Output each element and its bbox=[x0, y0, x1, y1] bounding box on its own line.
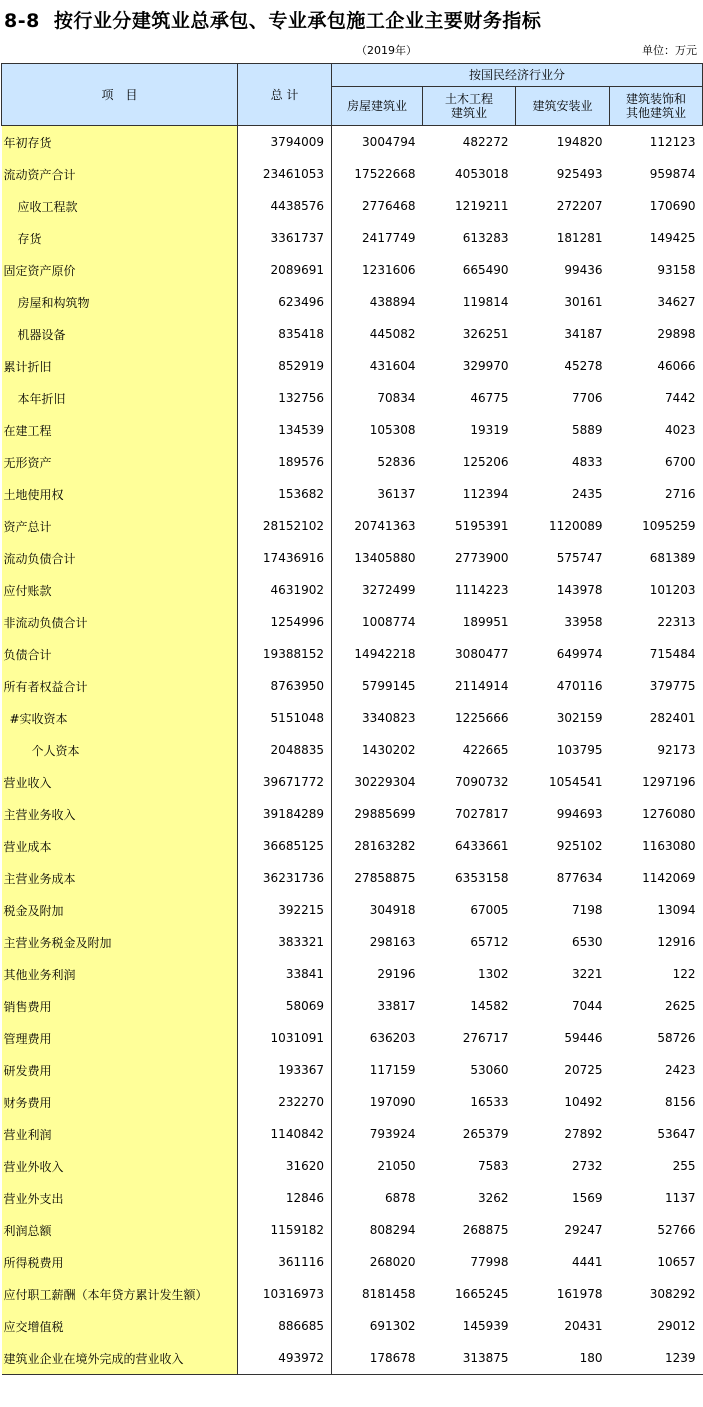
value-cell: 20725 bbox=[564, 1063, 603, 1077]
total-cell: 623496 bbox=[238, 286, 332, 318]
table-row bbox=[2, 1342, 703, 1375]
row-label: 研发费用 bbox=[2, 1054, 238, 1086]
table-row bbox=[2, 382, 703, 414]
value-cell: 12916 bbox=[657, 935, 696, 949]
total-cell: 1159182 bbox=[238, 1214, 332, 1246]
table-row bbox=[2, 190, 703, 222]
table-row bbox=[2, 1214, 703, 1246]
value-cell: 326251 bbox=[462, 327, 509, 341]
value-cell: 3340823 bbox=[362, 711, 416, 725]
total-cell: 23461053 bbox=[238, 158, 332, 190]
value-cell: 46066 bbox=[657, 359, 696, 373]
value-cell: 145939 bbox=[462, 1319, 509, 1333]
value-cell: 45278 bbox=[564, 359, 603, 373]
value-cell: 1219211 bbox=[455, 199, 509, 213]
value-cell: 4833 bbox=[571, 455, 603, 469]
value-cell: 103795 bbox=[556, 743, 603, 757]
value-cell: 1008774 bbox=[362, 615, 416, 629]
value-cell: 14582 bbox=[470, 999, 509, 1013]
value-cell: 77998 bbox=[470, 1255, 509, 1269]
value-cell: 99436 bbox=[564, 263, 603, 277]
total-cell: 852919 bbox=[238, 350, 332, 382]
value-cell: 3221 bbox=[571, 967, 603, 981]
value-cell: 3080477 bbox=[455, 647, 509, 661]
value-cell: 194820 bbox=[516, 126, 610, 159]
total-cell: 392215 bbox=[238, 894, 332, 926]
table-row bbox=[2, 798, 703, 830]
table-title: 按行业分建筑业总承包、专业承包施工企业主要财务指标 bbox=[53, 10, 542, 32]
value-cell: 7044 bbox=[571, 999, 603, 1013]
table-row bbox=[2, 254, 703, 286]
row-label: 其他业务利润 bbox=[2, 958, 238, 990]
value-cell: 265379 bbox=[462, 1127, 509, 1141]
row-label: 年初存货 bbox=[2, 126, 238, 159]
year-label: （2019年） bbox=[356, 44, 417, 57]
value-cell: 681389 bbox=[649, 551, 696, 565]
table-row bbox=[2, 1054, 703, 1086]
value-cell: 276717 bbox=[462, 1031, 509, 1045]
header-civil: 土木工程 建筑业 bbox=[423, 87, 516, 126]
value-cell: 1114223 bbox=[455, 583, 509, 597]
value-cell: 304918 bbox=[369, 903, 416, 917]
header-installation: 建筑安装业 bbox=[516, 87, 610, 126]
value-cell: 298163 bbox=[369, 935, 416, 949]
total-cell: 5151048 bbox=[238, 702, 332, 734]
table-row bbox=[2, 1086, 703, 1118]
table-row bbox=[2, 1150, 703, 1182]
value-cell: 5799145 bbox=[362, 679, 416, 693]
value-cell: 29885699 bbox=[354, 807, 416, 821]
value-cell: 1225666 bbox=[455, 711, 509, 725]
value-cell: 379775 bbox=[649, 679, 696, 693]
table-number: 8-8 bbox=[4, 10, 40, 32]
value-cell: 34187 bbox=[564, 327, 603, 341]
value-cell: 14942218 bbox=[354, 647, 416, 661]
row-label: 应付职工薪酬（本年贷方累计发生额） bbox=[2, 1278, 238, 1310]
row-label: 固定资产原价 bbox=[2, 254, 238, 286]
table-row bbox=[2, 606, 703, 638]
row-label: 土地使用权 bbox=[2, 478, 238, 510]
page-title bbox=[4, 6, 541, 33]
value-cell: 308292 bbox=[649, 1287, 696, 1301]
total-cell: 10316973 bbox=[238, 1278, 332, 1310]
table-row bbox=[2, 286, 703, 318]
table-row bbox=[2, 478, 703, 510]
value-cell: 29012 bbox=[657, 1319, 696, 1333]
total-cell: 189576 bbox=[238, 446, 332, 478]
item-header: 项 目 bbox=[2, 64, 238, 126]
total-cell: 132756 bbox=[238, 382, 332, 414]
row-label: 营业外收入 bbox=[2, 1150, 238, 1182]
value-cell: 7027817 bbox=[455, 807, 509, 821]
row-label: 无形资产 bbox=[2, 446, 238, 478]
value-cell: 1276080 bbox=[642, 807, 696, 821]
table-row bbox=[2, 318, 703, 350]
value-cell: 8181458 bbox=[362, 1287, 416, 1301]
value-cell: 268020 bbox=[369, 1255, 416, 1269]
row-label: 非流动负债合计 bbox=[2, 606, 238, 638]
value-cell: 1231606 bbox=[362, 263, 416, 277]
value-cell: 4023 bbox=[664, 423, 696, 437]
value-cell: 93158 bbox=[657, 263, 696, 277]
total-cell: 4631902 bbox=[238, 574, 332, 606]
value-cell: 994693 bbox=[556, 807, 603, 821]
value-cell: 101203 bbox=[649, 583, 696, 597]
value-cell: 29196 bbox=[377, 967, 416, 981]
row-label: 所得税费用 bbox=[2, 1246, 238, 1278]
value-cell: 2716 bbox=[664, 487, 696, 501]
industry-group-header: 按国民经济行业分 bbox=[332, 64, 703, 87]
total-cell: 886685 bbox=[238, 1310, 332, 1342]
total-cell: 1254996 bbox=[238, 606, 332, 638]
row-label: 应付账款 bbox=[2, 574, 238, 606]
row-label: 主营业务税金及附加 bbox=[2, 926, 238, 958]
table-row bbox=[2, 574, 703, 606]
value-cell: 877634 bbox=[556, 871, 603, 885]
row-label: 本年折旧 bbox=[2, 382, 238, 414]
row-label: 营业外支出 bbox=[2, 1182, 238, 1214]
value-cell: 29247 bbox=[564, 1223, 603, 1237]
value-cell: 925493 bbox=[556, 167, 603, 181]
total-cell: 232270 bbox=[238, 1086, 332, 1118]
value-cell: 649974 bbox=[556, 647, 603, 661]
value-cell: 112394 bbox=[462, 487, 509, 501]
value-cell: 19319 bbox=[470, 423, 509, 437]
row-label: 销售费用 bbox=[2, 990, 238, 1022]
table-row bbox=[2, 990, 703, 1022]
value-cell: 665490 bbox=[462, 263, 509, 277]
total-cell: 193367 bbox=[238, 1054, 332, 1086]
value-cell: 636203 bbox=[369, 1031, 416, 1045]
row-label: 管理费用 bbox=[2, 1022, 238, 1054]
row-label: 个人资本 bbox=[2, 734, 238, 766]
financial-table bbox=[1, 63, 703, 1375]
value-cell: 27858875 bbox=[354, 871, 416, 885]
value-cell: 30229304 bbox=[354, 775, 416, 789]
value-cell: 691302 bbox=[369, 1319, 416, 1333]
total-cell: 8763950 bbox=[238, 670, 332, 702]
value-cell: 180 bbox=[516, 1342, 610, 1375]
value-cell: 2435 bbox=[571, 487, 603, 501]
value-cell: 925102 bbox=[556, 839, 603, 853]
table-row bbox=[2, 222, 703, 254]
value-cell: 282401 bbox=[649, 711, 696, 725]
value-cell: 2732 bbox=[571, 1159, 603, 1173]
value-cell: 161978 bbox=[556, 1287, 603, 1301]
value-cell: 470116 bbox=[556, 679, 603, 693]
table-row bbox=[2, 542, 703, 574]
table-row bbox=[2, 702, 703, 734]
value-cell: 1239 bbox=[610, 1342, 703, 1375]
value-cell: 112123 bbox=[610, 126, 703, 159]
total-cell: 19388152 bbox=[238, 638, 332, 670]
total-cell: 835418 bbox=[238, 318, 332, 350]
total-cell: 31620 bbox=[238, 1150, 332, 1182]
value-cell: 92173 bbox=[657, 743, 696, 757]
table-row bbox=[2, 1118, 703, 1150]
value-cell: 13094 bbox=[657, 903, 696, 917]
value-cell: 181281 bbox=[556, 231, 603, 245]
total-cell: 2048835 bbox=[238, 734, 332, 766]
total-cell: 134539 bbox=[238, 414, 332, 446]
table-row bbox=[2, 926, 703, 958]
total-cell: 2089691 bbox=[238, 254, 332, 286]
value-cell: 149425 bbox=[649, 231, 696, 245]
table-row bbox=[2, 1182, 703, 1214]
value-cell: 7583 bbox=[477, 1159, 509, 1173]
value-cell: 28163282 bbox=[354, 839, 416, 853]
row-label: 主营业务成本 bbox=[2, 862, 238, 894]
value-cell: 117159 bbox=[369, 1063, 416, 1077]
value-cell: 67005 bbox=[470, 903, 509, 917]
value-cell: 575747 bbox=[556, 551, 603, 565]
row-label: 累计折旧 bbox=[2, 350, 238, 382]
value-cell: 255 bbox=[672, 1159, 696, 1173]
total-cell: 383321 bbox=[238, 926, 332, 958]
value-cell: 6433661 bbox=[455, 839, 509, 853]
table-row bbox=[2, 894, 703, 926]
value-cell: 122 bbox=[672, 967, 696, 981]
row-label: 资产总计 bbox=[2, 510, 238, 542]
total-cell: 33841 bbox=[238, 958, 332, 990]
value-cell: 105308 bbox=[369, 423, 416, 437]
value-cell: 21050 bbox=[377, 1159, 416, 1173]
value-cell: 6353158 bbox=[455, 871, 509, 885]
value-cell: 65712 bbox=[470, 935, 509, 949]
value-cell: 7198 bbox=[571, 903, 603, 917]
total-header: 总 计 bbox=[238, 64, 332, 126]
row-label: 税金及附加 bbox=[2, 894, 238, 926]
value-cell: 3262 bbox=[477, 1191, 509, 1205]
value-cell: 53647 bbox=[657, 1127, 696, 1141]
value-cell: 1095259 bbox=[642, 519, 696, 533]
table-row bbox=[2, 414, 703, 446]
value-cell: 5889 bbox=[571, 423, 603, 437]
row-label: 在建工程 bbox=[2, 414, 238, 446]
value-cell: 1297196 bbox=[642, 775, 696, 789]
table-row bbox=[2, 446, 703, 478]
value-cell: 58726 bbox=[657, 1031, 696, 1045]
value-cell: 1142069 bbox=[642, 871, 696, 885]
value-cell: 613283 bbox=[462, 231, 509, 245]
value-cell: 2625 bbox=[664, 999, 696, 1013]
total-cell: 12846 bbox=[238, 1182, 332, 1214]
value-cell: 46775 bbox=[470, 391, 509, 405]
table-row bbox=[2, 766, 703, 798]
value-cell: 1430202 bbox=[362, 743, 416, 757]
row-label: 利润总额 bbox=[2, 1214, 238, 1246]
value-cell: 170690 bbox=[649, 199, 696, 213]
table-row bbox=[2, 830, 703, 862]
value-cell: 715484 bbox=[649, 647, 696, 661]
value-cell: 27892 bbox=[564, 1127, 603, 1141]
value-cell: 36137 bbox=[377, 487, 416, 501]
row-label: 主营业务收入 bbox=[2, 798, 238, 830]
value-cell: 3004794 bbox=[332, 126, 423, 159]
value-cell: 143978 bbox=[556, 583, 603, 597]
total-cell: 36231736 bbox=[238, 862, 332, 894]
table-row bbox=[2, 510, 703, 542]
value-cell: 16533 bbox=[470, 1095, 509, 1109]
value-cell: 793924 bbox=[369, 1127, 416, 1141]
value-cell: 30161 bbox=[564, 295, 603, 309]
value-cell: 20741363 bbox=[354, 519, 416, 533]
value-cell: 52836 bbox=[377, 455, 416, 469]
row-label: 流动负债合计 bbox=[2, 542, 238, 574]
value-cell: 10492 bbox=[564, 1095, 603, 1109]
value-cell: 2417749 bbox=[362, 231, 416, 245]
table-row bbox=[2, 1246, 703, 1278]
value-cell: 302159 bbox=[556, 711, 603, 725]
value-cell: 959874 bbox=[649, 167, 696, 181]
value-cell: 313875 bbox=[423, 1342, 516, 1375]
value-cell: 17522668 bbox=[354, 167, 416, 181]
value-cell: 1054541 bbox=[549, 775, 603, 789]
row-label: 存货 bbox=[2, 222, 238, 254]
value-cell: 1163080 bbox=[642, 839, 696, 853]
value-cell: 2773900 bbox=[455, 551, 509, 565]
total-cell: 361116 bbox=[238, 1246, 332, 1278]
unit-label: 单位：万元 bbox=[642, 44, 697, 57]
value-cell: 53060 bbox=[470, 1063, 509, 1077]
total-cell: 58069 bbox=[238, 990, 332, 1022]
value-cell: 438894 bbox=[369, 295, 416, 309]
total-cell: 36685125 bbox=[238, 830, 332, 862]
table-row bbox=[2, 958, 703, 990]
value-cell: 5195391 bbox=[455, 519, 509, 533]
value-cell: 1302 bbox=[477, 967, 509, 981]
header-decoration: 建筑装饰和 其他建筑业 bbox=[610, 87, 703, 126]
row-label: 所有者权益合计 bbox=[2, 670, 238, 702]
value-cell: 3272499 bbox=[362, 583, 416, 597]
value-cell: 119814 bbox=[462, 295, 509, 309]
value-cell: 7706 bbox=[571, 391, 603, 405]
row-label: 流动资产合计 bbox=[2, 158, 238, 190]
table-row bbox=[2, 734, 703, 766]
row-label: 营业收入 bbox=[2, 766, 238, 798]
value-cell: 13405880 bbox=[354, 551, 416, 565]
total-cell: 4438576 bbox=[238, 190, 332, 222]
value-cell: 268875 bbox=[462, 1223, 509, 1237]
row-label: 建筑业企业在境外完成的营业收入 bbox=[2, 1342, 238, 1375]
value-cell: 52766 bbox=[657, 1223, 696, 1237]
total-cell: 1031091 bbox=[238, 1022, 332, 1054]
total-cell: 493972 bbox=[238, 1342, 332, 1375]
value-cell: 1665245 bbox=[455, 1287, 509, 1301]
row-label: 应收工程款 bbox=[2, 190, 238, 222]
total-cell: 39184289 bbox=[238, 798, 332, 830]
total-cell: 28152102 bbox=[238, 510, 332, 542]
table-row bbox=[2, 638, 703, 670]
value-cell: 6878 bbox=[384, 1191, 416, 1205]
value-cell: 125206 bbox=[462, 455, 509, 469]
table-body bbox=[2, 126, 703, 1375]
value-cell: 189951 bbox=[462, 615, 509, 629]
value-cell: 2114914 bbox=[455, 679, 509, 693]
total-cell: 3794009 bbox=[238, 126, 332, 159]
header-housing: 房屋建筑业 bbox=[332, 87, 423, 126]
row-label: 营业利润 bbox=[2, 1118, 238, 1150]
value-cell: 7442 bbox=[664, 391, 696, 405]
row-label: 应交增值税 bbox=[2, 1310, 238, 1342]
value-cell: 59446 bbox=[564, 1031, 603, 1045]
value-cell: 2423 bbox=[664, 1063, 696, 1077]
value-cell: 178678 bbox=[332, 1342, 423, 1375]
table-row bbox=[2, 1022, 703, 1054]
value-cell: 10657 bbox=[657, 1255, 696, 1269]
value-cell: 70834 bbox=[377, 391, 416, 405]
row-label: 营业成本 bbox=[2, 830, 238, 862]
total-cell: 17436916 bbox=[238, 542, 332, 574]
table-row bbox=[2, 862, 703, 894]
value-cell: 33958 bbox=[564, 615, 603, 629]
value-cell: 8156 bbox=[664, 1095, 696, 1109]
value-cell: 33817 bbox=[377, 999, 416, 1013]
value-cell: 1569 bbox=[571, 1191, 603, 1205]
value-cell: 22313 bbox=[657, 615, 696, 629]
table-row bbox=[2, 126, 703, 159]
row-label: 房屋和构筑物 bbox=[2, 286, 238, 318]
value-cell: 29898 bbox=[657, 327, 696, 341]
value-cell: 272207 bbox=[556, 199, 603, 213]
value-cell: 4441 bbox=[571, 1255, 603, 1269]
value-cell: 6700 bbox=[664, 455, 696, 469]
value-cell: 1137 bbox=[664, 1191, 696, 1205]
row-label: #实收资本 bbox=[2, 702, 238, 734]
table-row bbox=[2, 670, 703, 702]
value-cell: 34627 bbox=[657, 295, 696, 309]
row-label: 机器设备 bbox=[2, 318, 238, 350]
total-cell: 153682 bbox=[238, 478, 332, 510]
row-label: 负债合计 bbox=[2, 638, 238, 670]
value-cell: 197090 bbox=[369, 1095, 416, 1109]
total-cell: 3361737 bbox=[238, 222, 332, 254]
table-row bbox=[2, 1278, 703, 1310]
value-cell: 329970 bbox=[462, 359, 509, 373]
value-cell: 422665 bbox=[462, 743, 509, 757]
value-cell: 2776468 bbox=[362, 199, 416, 213]
row-label: 财务费用 bbox=[2, 1086, 238, 1118]
value-cell: 4053018 bbox=[455, 167, 509, 181]
total-cell: 1140842 bbox=[238, 1118, 332, 1150]
value-cell: 1120089 bbox=[549, 519, 603, 533]
value-cell: 808294 bbox=[369, 1223, 416, 1237]
value-cell: 482272 bbox=[423, 126, 516, 159]
table-row bbox=[2, 1310, 703, 1342]
table-row bbox=[2, 158, 703, 190]
value-cell: 445082 bbox=[369, 327, 416, 341]
table-row bbox=[2, 350, 703, 382]
total-cell: 39671772 bbox=[238, 766, 332, 798]
value-cell: 431604 bbox=[369, 359, 416, 373]
value-cell: 7090732 bbox=[455, 775, 509, 789]
value-cell: 6530 bbox=[571, 935, 603, 949]
value-cell: 20431 bbox=[564, 1319, 603, 1333]
